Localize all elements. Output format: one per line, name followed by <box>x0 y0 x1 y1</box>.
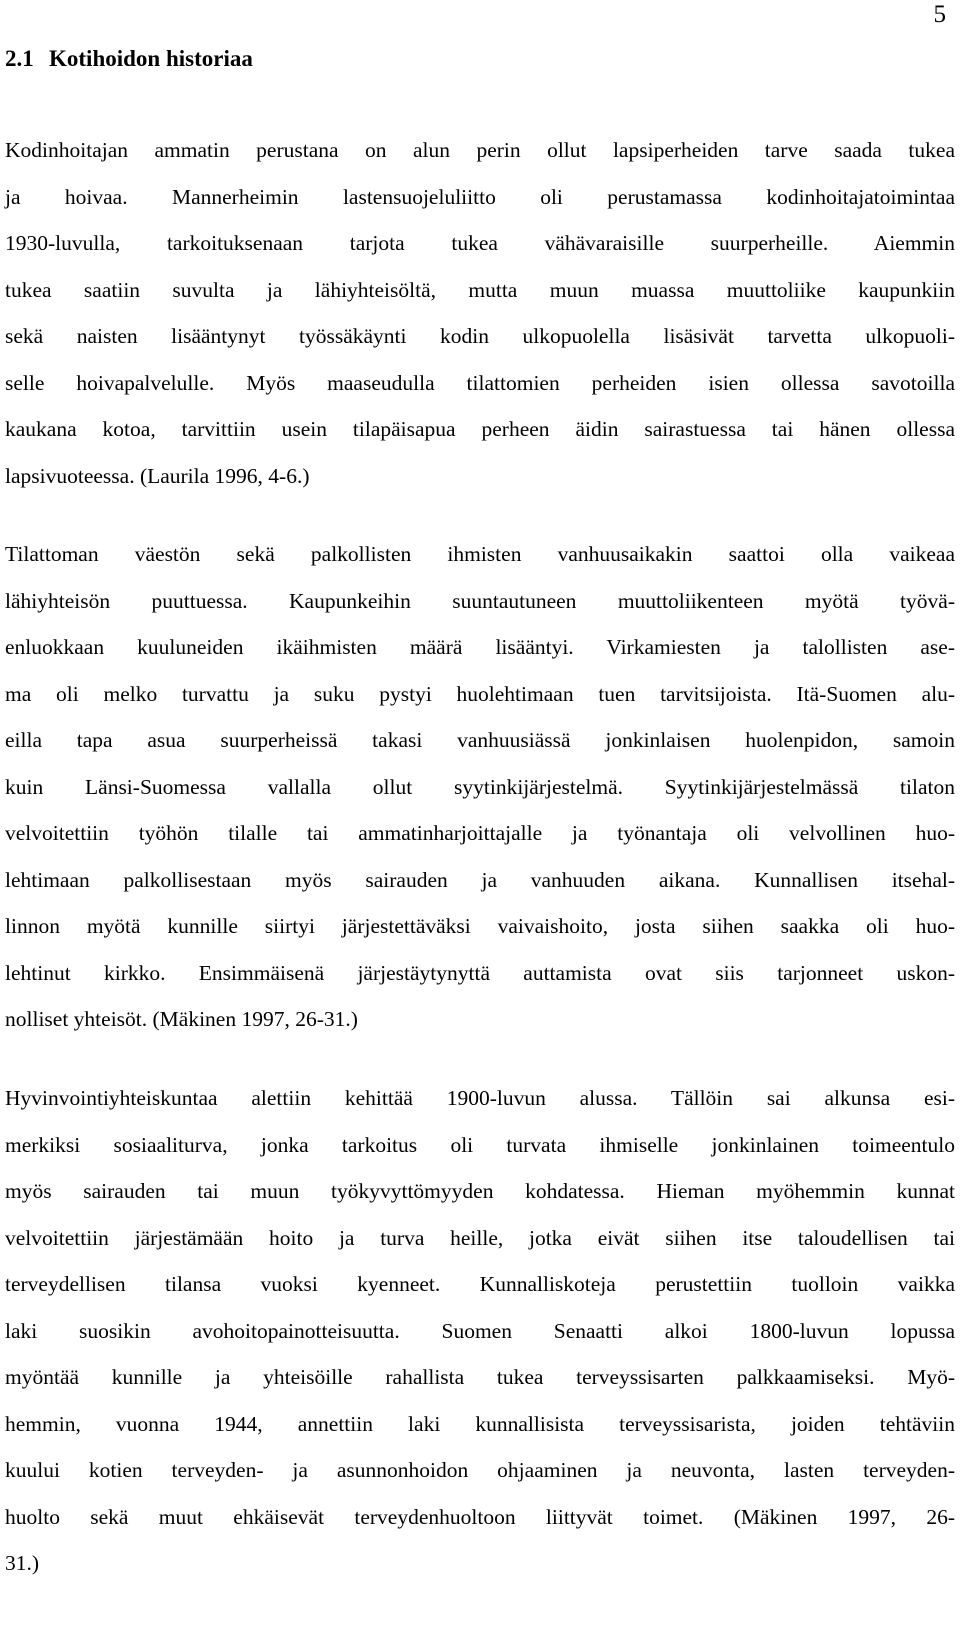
text-line-content: myös sairauden tai muun työkyvyttömyyden kohdatessa. Hieman myöhemmin kunnat <box>5 1179 955 1203</box>
text-line <box>5 228 955 275</box>
text-line <box>5 182 955 229</box>
text-line-content: eilla tapa asua suurperheissä takasi vanhuusiässä jonkinlaisen huolenpidon, samoin <box>5 728 955 752</box>
text-line: nolliset yhteisöt. (Mäkinen 1997, 26-31.) <box>5 1007 358 1031</box>
text-line <box>5 1362 955 1409</box>
text-line <box>5 725 955 772</box>
text-line <box>5 1502 955 1549</box>
text-line: lapsivuoteessa. (Laurila 1996, 4-6.) <box>5 463 310 488</box>
text-line-content: lehtinut kirkko. Ensimmäisenä järjestäytynyttä auttamista ovat siis tarjonneet uskon- <box>5 960 955 985</box>
text-line <box>5 1316 955 1363</box>
text-line-content: 1930-luvulla, tarkoituksenaan tarjota tukea vähävaraisille suurperheille. Aiemmin <box>5 231 955 255</box>
text-line-content: laki suosikin avohoitopainotteisuutta. Suomen Senaatti alkoi 1800-luvun lopussa <box>5 1318 955 1343</box>
text-line <box>5 539 955 586</box>
text-line-content: myöntää kunnille ja yhteisöille rahallista tukea terveyssisarten palkkaamiseksi. Myö- <box>5 1365 955 1389</box>
section-number: 2.1 <box>5 46 34 71</box>
text-line <box>5 865 955 912</box>
text-line-content: tukea saatiin suvulta ja lähiyhteisöltä, mutta muun muassa muuttoliike kaupunkiin <box>5 277 955 302</box>
text-line-content: Kodinhoitajan ammatin perustana on alun perin ollut lapsiperheiden tarve saada tukea <box>5 138 955 162</box>
text-line <box>5 275 955 322</box>
text-line <box>5 321 955 368</box>
text-line <box>5 135 955 182</box>
text-line-content: sekä naisten lisääntynyt työssäkäynti kodin ulkopuolella lisäsivät tarvetta ulkopuoli- <box>5 324 955 348</box>
text-line-content: ma oli melko turvattu ja suku pystyi huolehtimaan tuen tarvitsijoista. Itä-Suomen alu- <box>5 681 955 706</box>
text-line-content: huolto sekä muut ehkäisevät terveydenhuoltoon liittyvät toimet. (Mäkinen 1997, 26- <box>5 1504 955 1529</box>
text-line-content: kuin Länsi-Suomessa vallalla ollut syytinkijärjestelmä. Syytinkijärjestelmässä tilaton <box>5 774 955 799</box>
text-line <box>5 958 955 1005</box>
text-line <box>5 586 955 633</box>
section-title: Kotihoidon historiaa <box>49 46 253 71</box>
text-line-content: velvoitettiin työhön tilalle tai ammatinharjoittajalle ja työnantaja oli velvollinen huo- <box>5 821 955 845</box>
paragraph-2 <box>5 539 955 1034</box>
text-line <box>5 1455 955 1502</box>
section-heading <box>5 44 253 74</box>
text-line-content: lähiyhteisön puuttuessa. Kaupunkeihin suuntautuneen muuttoliikenteen myötä työvä- <box>5 588 955 613</box>
text-line-content: enluokkaan kuuluneiden ikäihmisten määrä lisääntyi. Virkamiesten ja talollisten ase- <box>5 635 955 659</box>
text-line <box>5 414 955 461</box>
text-line <box>5 911 955 958</box>
text-line <box>5 1269 955 1316</box>
text-line <box>5 772 955 819</box>
page-number: 5 <box>933 1 946 28</box>
text-line <box>5 1409 955 1456</box>
text-line <box>5 632 955 679</box>
text-line-content: merkiksi sosiaaliturva, jonka tarkoitus oli turvata ihmiselle jonkinlainen toimeentulo <box>5 1132 955 1157</box>
text-line-content: Tilattoman väestön sekä palkollisten ihmisten vanhuusaikakin saattoi olla vaikeaa <box>5 542 955 566</box>
text-line <box>5 1176 955 1223</box>
text-line-content: hemmin, vuonna 1944, annettiin laki kunnallisista terveyssisarista, joiden tehtäviin <box>5 1411 955 1436</box>
text-line <box>5 818 955 865</box>
text-line <box>5 1130 955 1177</box>
text-line: 31.) <box>5 1551 40 1575</box>
text-line <box>5 1083 955 1130</box>
text-line <box>5 368 955 415</box>
paragraph-1 <box>5 135 955 491</box>
text-line-content: selle hoivapalvelulle. Myös maaseudulla tilattomien perheiden isien ollessa savotoilla <box>5 370 955 395</box>
text-line-content: Hyvinvointiyhteiskuntaa alettiin kehittää 1900-luvun alussa. Tällöin sai alkunsa esi- <box>5 1086 955 1110</box>
text-line <box>5 679 955 726</box>
text-line-content: lehtimaan palkollisestaan myös sairauden ja vanhuuden aikana. Kunnallisen itsehal- <box>5 867 955 892</box>
text-line-content: kuului kotien terveyden- ja asunnonhoidon ohjaaminen ja neuvonta, lasten terveyden- <box>5 1458 955 1482</box>
text-line-content: terveydellisen tilansa vuoksi kyenneet. Kunnalliskoteja perustettiin tuolloin vaikka <box>5 1272 955 1296</box>
text-line-content: ja hoivaa. Mannerheimin lastensuojeluliitto oli perustamassa kodinhoitajatoimintaa <box>5 184 955 209</box>
text-line <box>5 1223 955 1270</box>
text-line-content: kaukana kotoa, tarvittiin usein tilapäisapua perheen äidin sairastuessa tai hänen ollessa <box>5 417 955 441</box>
text-line-content: linnon myötä kunnille siirtyi järjestettäväksi vaivaishoito, josta siihen saakka oli huo- <box>5 914 955 938</box>
paragraph-3 <box>5 1083 955 1578</box>
text-line-content: velvoitettiin järjestämään hoito ja turva heille, jotka eivät siihen itse taloudellisen tai <box>5 1225 955 1250</box>
